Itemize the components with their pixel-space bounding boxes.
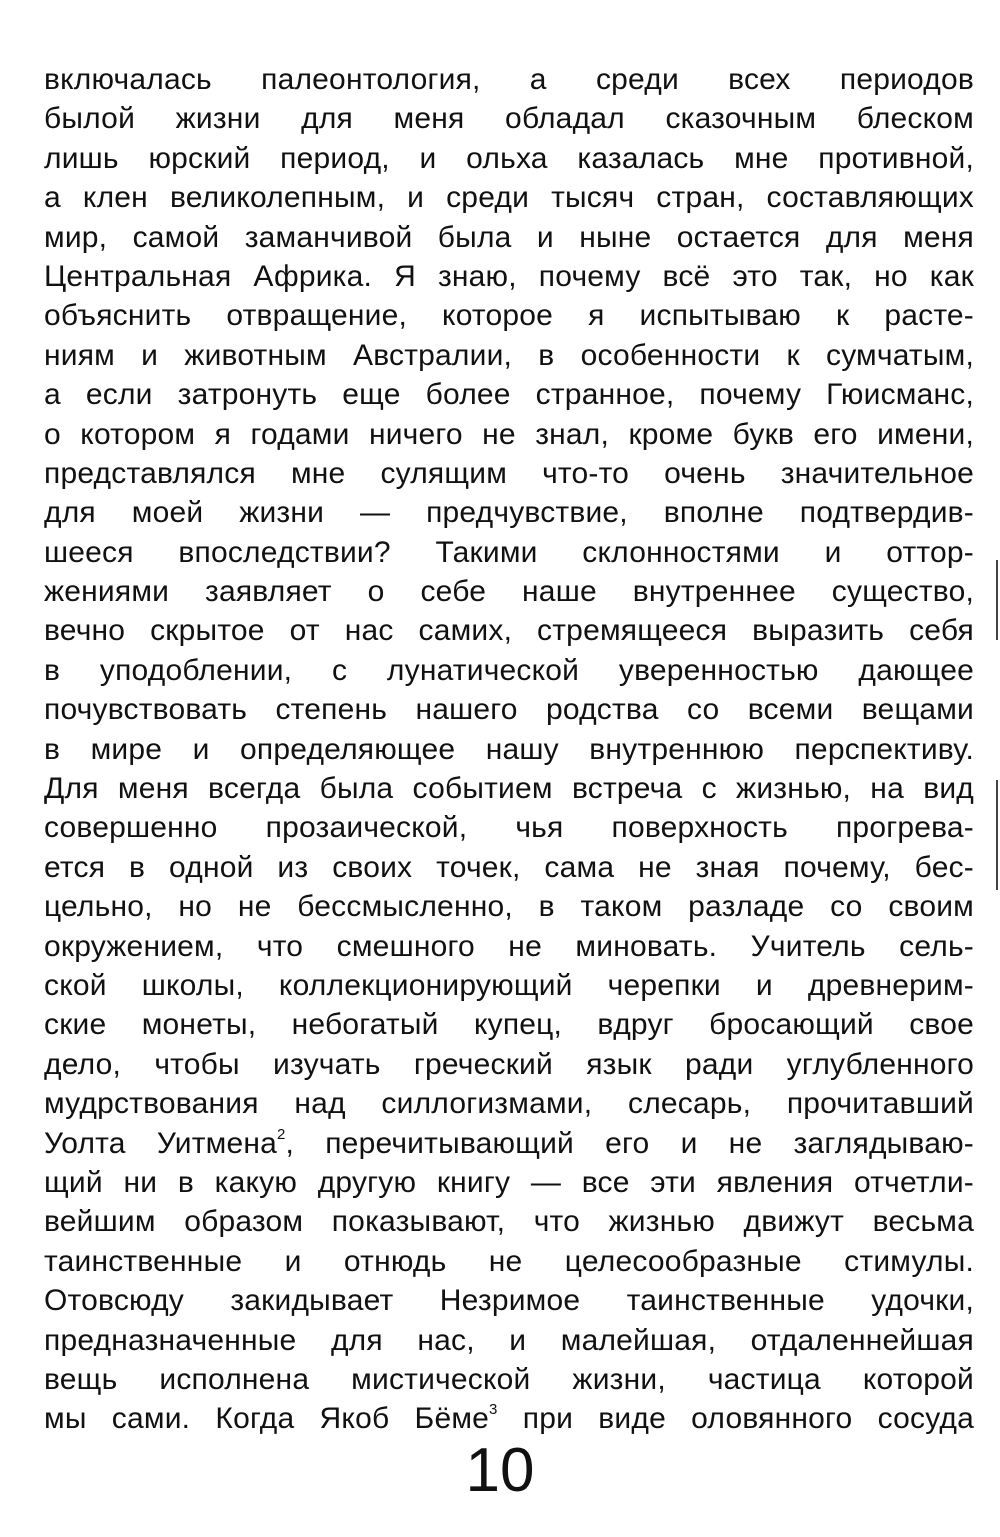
- footnote-marker[interactable]: 3: [489, 1401, 498, 1419]
- text-line: почувствовать степень нашего родства со всеми вещами: [44, 693, 974, 727]
- text-line: вещь исполнена мистической жизни, частица которой: [44, 1362, 974, 1396]
- text-fragment: , перечитывающий его и не заглядываю-: [285, 1126, 974, 1160]
- text-line: мир, самой заманчивой была и ныне остается для меня: [44, 220, 974, 254]
- text-line: жениями заявляет о себе наше внутреннее существо,: [44, 575, 974, 609]
- text-line: дело, чтобы изучать греческий язык ради углубленного: [44, 1047, 974, 1081]
- text-line-with-footnote: [44, 1124, 974, 1163]
- text-line: мудрствования над силлогизмами, слесарь, прочитавший: [44, 1087, 974, 1121]
- scan-edge-mark: [996, 560, 998, 640]
- text-line-with-footnote: [44, 1399, 974, 1438]
- footnote-marker[interactable]: 2: [277, 1125, 286, 1143]
- scan-edge-mark: [996, 780, 998, 890]
- text-line: совершенно прозаической, чья поверхность прогрева-: [44, 811, 974, 845]
- text-line: ской школы, коллекционирующий черепки и древнерим-: [44, 968, 974, 1002]
- text-fragment: Уолта Уитмена: [44, 1126, 277, 1160]
- text-line: в уподоблении, с лунатической уверенностью дающее: [44, 653, 974, 687]
- text-fragment: при виде оловянного сосуда: [497, 1402, 974, 1436]
- text-line: шееся впоследствии? Такими склонностями и оттор-: [44, 535, 974, 569]
- text-line: Отовсюду закидывает Незримое таинственные удочки,: [44, 1284, 974, 1318]
- text-line: предназначенные для нас, и малейшая, отдаленнейшая: [44, 1323, 974, 1357]
- text-line: в мире и определяющее нашу внутреннюю перспективу.: [44, 732, 974, 766]
- text-line: для моей жизни — предчувствие, вполне подтвердив-: [44, 496, 974, 530]
- text-line: Для меня всегда была событием встреча с жизнью, на вид: [44, 772, 974, 806]
- text-line: о котором я годами ничего не знал, кроме букв его имени,: [44, 417, 974, 451]
- text-line: Центральная Африка. Я знаю, почему всё это так, но как: [44, 259, 974, 293]
- page-number: 10: [465, 1436, 535, 1505]
- body-text: [44, 60, 974, 1439]
- text-line: объяснить отвращение, которое я испытываю к расте-: [44, 299, 974, 333]
- text-line: а клен великолепным, и среди тысяч стран, составляющих: [44, 181, 974, 215]
- text-line: ские монеты, небогатый купец, вдруг бросающий свое: [44, 1008, 974, 1042]
- text-line: ниям и животным Австралии, в особенности к сумчатым,: [44, 338, 974, 372]
- text-line: вечно скрытое от нас самих, стремящееся выразить себя: [44, 614, 974, 648]
- text-line: включалась палеонтология, а среди всех периодов: [44, 63, 974, 96]
- text-line: былой жизни для меня обладал сказочным блеском: [44, 102, 974, 136]
- text-line: щий ни в какую другую книгу — все эти явления отчетли-: [44, 1165, 974, 1199]
- text-line: окружением, что смешного не миновать. Учитель сель-: [44, 929, 974, 963]
- text-line: цельно, но не бессмысленно, в таком разладе со своим: [44, 890, 974, 924]
- text-fragment: мы сами. Когда Якоб Бёме: [44, 1402, 490, 1436]
- text-line: представлялся мне сулящим что-то очень значительное: [44, 456, 974, 490]
- text-line: таинственные и отнюдь не целесообразные стимулы.: [44, 1244, 974, 1278]
- text-line: лишь юрский период, и ольха казалась мне противной,: [44, 141, 974, 175]
- text-line: ется в одной из своих точек, сама не зная почему, бес-: [44, 850, 974, 884]
- text-line: вейшим образом показывают, что жизнью движут весьма: [44, 1205, 974, 1239]
- text-line: а если затронуть еще более странное, почему Гюисманс,: [44, 378, 974, 412]
